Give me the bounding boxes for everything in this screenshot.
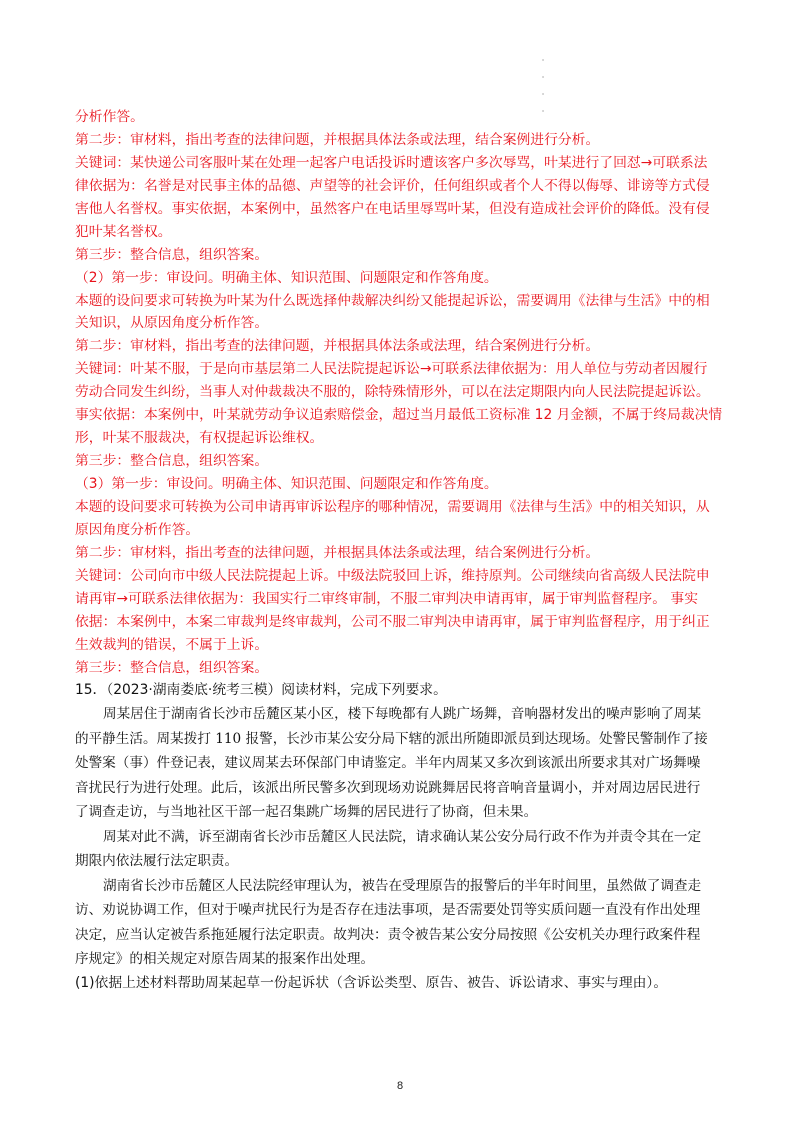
question-header: 15．（2023·湖南娄底·统考三模）阅读材料，完成下列要求。 bbox=[75, 682, 447, 699]
answer-line: 犯叶某名誉权。 bbox=[75, 223, 172, 240]
answer-line: （2）第一步：审设问。明确主体、知识范围、问题限定和作答角度。 bbox=[75, 269, 498, 286]
answer-line: （3）第一步：审设问。明确主体、知识范围、问题限定和作答角度。 bbox=[75, 476, 498, 492]
material-line: 音扰民行为进行处理。此后，该派出所民警多次到现场劝说跳舞居民将音响音量调小，并对周边居民进行 bbox=[75, 779, 701, 796]
answer-line: 事实依据：本案例中，叶某就劳动争议追索赔偿金，超过当月最低工资标准 12 月金额，不属于终局裁决情 bbox=[75, 407, 723, 424]
reading-material bbox=[75, 702, 731, 972]
answer-line: 关键词：某快递公司客服叶某在处理一起客户电话投诉时遭该客户多次辱骂，叶某进行了回怼→可联系法 bbox=[75, 154, 708, 171]
material-line: 了调查走访，与当地社区干部一起召集跳广场舞的居民进行了协商，但未果。 bbox=[75, 804, 538, 821]
page-content bbox=[75, 106, 731, 995]
header-dot: · bbox=[541, 90, 545, 99]
answer-line: 害他人名誉权。事实依据，本案例中，虽然客户在电话里辱骂叶某，但没有造成社会评价的降低。没有侵 bbox=[75, 200, 710, 217]
answer-line: 律依据为：名誉是对民事主体的品德、声望等的社会评价，任何组织或者个人不得以侮辱、诽谤等方式侵 bbox=[75, 177, 710, 194]
material-line: 决定，应当认定被告系拖延履行法定职责。故判决：责令被告某公安分局按照《公安机关办理行政案件程 bbox=[75, 926, 701, 943]
answer-line: 劳动合同发生纠纷，当事人对仲裁裁决不服的，除特殊情形外，可以在法定期限内向人民法院提起诉讼。 bbox=[75, 384, 710, 401]
answer-line: 原因角度分析作答。 bbox=[75, 521, 200, 538]
question-1: (1)依据上述材料帮助周某起草一份起诉状（含诉讼类型、原告、被告、诉讼请求、事实与理由）。 bbox=[75, 974, 668, 991]
material-line: 周某居住于湖南省长沙市岳麓区某小区，楼下每晚都有人跳广场舞，音响器材发出的噪声影响了周某 bbox=[103, 706, 702, 723]
answer-line: 生效裁判的错误，不属于上诉。 bbox=[75, 636, 269, 653]
answer-line: 第三步：整合信息，组织答案。 bbox=[75, 246, 269, 263]
material-line: 序规定》的相关规定对原告周某的报案作出处理。 bbox=[75, 951, 375, 968]
answer-line: 依据：本案例中，本案二审裁判是终审裁判，公司不服二审判决申请再审，属于审判监督程序，用于纠正 bbox=[75, 613, 710, 630]
answer-line: 关键词：公司向市中级人民法院提起上诉。中级法院驳回上诉，维持原判。公司继续向省高级人民法院申 bbox=[75, 567, 710, 584]
answer-line: 本题的设问要求可转换为叶某为什么既选择仲裁解决纠纷又能提起诉讼，需要调用《法律与生活》中的相 bbox=[75, 292, 710, 309]
page-number: 8 bbox=[396, 1080, 404, 1092]
answer-line: 第二步：审材料，指出考查的法律问题，并根据具体法条或法理，结合案例进行分析。 bbox=[75, 544, 600, 561]
material-line: 湖南省长沙市岳麓区人民法院经审理认为，被告在受理原告的报警后的半年时间里，虽然做了调查走 bbox=[103, 877, 702, 894]
material-line: 期限内依法履行法定职责。 bbox=[75, 853, 239, 870]
answer-line: 第三步：整合信息，组织答案。 bbox=[75, 453, 269, 470]
header-dot: · bbox=[541, 56, 545, 65]
material-line: 周某对此不满，诉至湖南省长沙市岳麓区人民法院，请求确认某公安分局行政不作为并责令其在一定 bbox=[103, 828, 702, 845]
material-line: 处警案（事）件登记表，建议周某去环保部门申请鉴定。半年内周某又多次到该派出所要求其对广场舞噪 bbox=[75, 755, 701, 772]
answer-line: 分析作答。 bbox=[75, 109, 144, 125]
answer-line: 第二步：审材料，指出考查的法律问题，并根据具体法条或法理，结合案例进行分析。 bbox=[75, 338, 600, 355]
header-dot: · bbox=[541, 73, 545, 82]
answer-line: 第二步：审材料，指出考查的法律问题，并根据具体法条或法理，结合案例进行分析。 bbox=[75, 131, 600, 148]
answer-line: 本题的设问要求可转换为公司申请再审诉讼程序的哪种情况，需要调用《法律与生活》中的相关知识，从 bbox=[75, 498, 710, 515]
answer-analysis bbox=[75, 106, 731, 702]
header-dot: · bbox=[541, 107, 545, 116]
material-line: 访、劝说协调工作，但对于噪声扰民行为是否存在违法事项，是否需要处罚等实质问题一直没有作出处理 bbox=[75, 902, 701, 919]
answer-line: 第三步：整合信息，组织答案。 bbox=[75, 659, 269, 676]
answer-line: 请再审→可联系法律依据为：我国实行二审终审制，不服二审判决申请再审，属于审判监督程序。 事实 bbox=[75, 590, 699, 607]
answer-line: 关知识，从原因角度分析作答。 bbox=[75, 315, 269, 332]
answer-line: 形，叶某不服裁决，有权提起诉讼维权。 bbox=[75, 430, 324, 447]
material-line: 的平静生活。周某拨打 110 报警，长沙市某公安分局下辖的派出所随即派员到达现场。处警民警制作了接 bbox=[75, 730, 708, 747]
answer-line: 关键词：叶某不服，于是向市基层第二人民法院提起诉讼→可联系法律依据为：用人单位与劳动者因履行 bbox=[75, 361, 708, 378]
